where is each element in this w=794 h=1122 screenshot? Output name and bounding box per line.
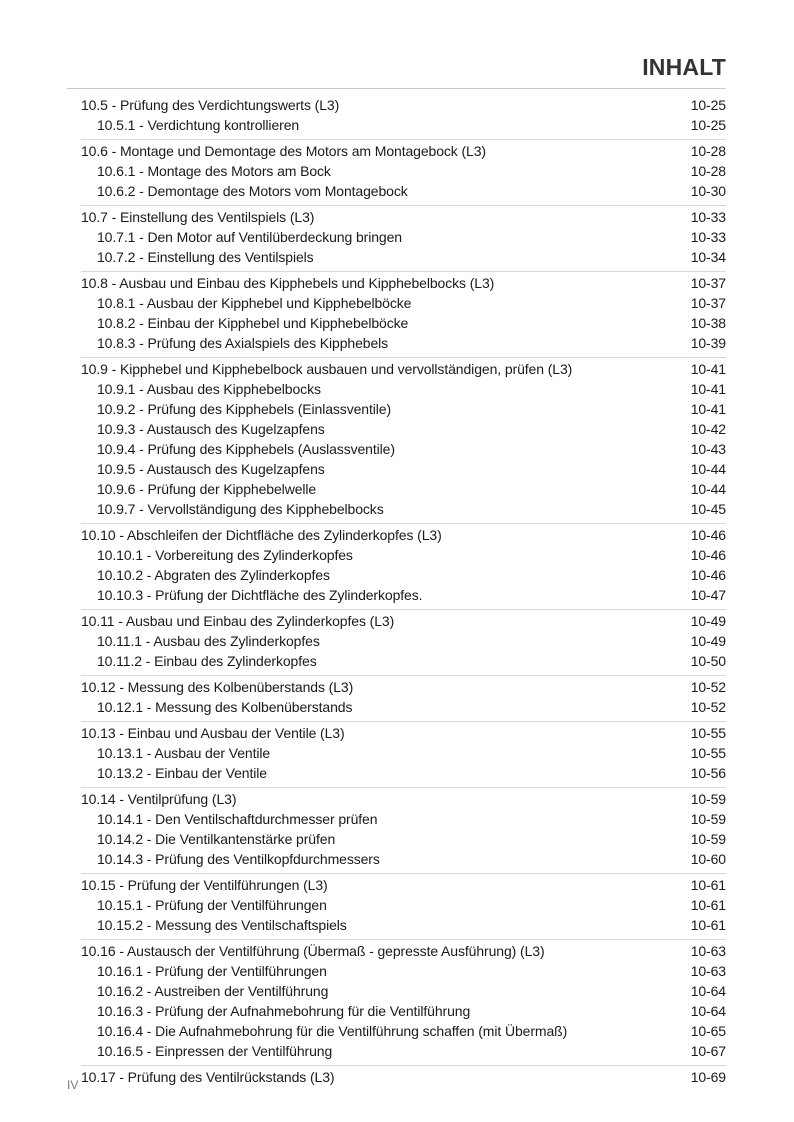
table-of-contents: [81, 94, 726, 1091]
toc-subsection-entry[interactable]: [81, 333, 726, 353]
toc-entry-title: 10.6.2 - Demontage des Motors vom Montagebock: [97, 183, 408, 199]
toc-subsection-entry[interactable]: [81, 227, 726, 247]
toc-entry-title: 10.9.6 - Prüfung der Kipphebelwelle: [97, 481, 317, 497]
toc-entry-title: 10.14 - Ventilprüfung (L3): [81, 791, 237, 807]
toc-entry-title: 10.13.2 - Einbau der Ventile: [97, 765, 267, 781]
toc-entry-page: 10-47: [690, 587, 726, 603]
toc-section-entry[interactable]: [81, 875, 726, 895]
toc-section: [81, 357, 726, 519]
toc-subsection-entry[interactable]: [81, 915, 726, 935]
toc-entry-page: 10-37: [690, 275, 726, 291]
toc-subsection-entry[interactable]: [81, 849, 726, 869]
toc-subsection-entry[interactable]: [81, 439, 726, 459]
page-title: INHALT: [642, 54, 726, 80]
toc-section: [81, 939, 726, 1061]
toc-section: [81, 205, 726, 267]
toc-section: [81, 675, 726, 717]
toc-entry-page: 10-37: [690, 295, 726, 311]
toc-subsection-entry[interactable]: [81, 585, 726, 605]
toc-entry-title: 10.16.3 - Prüfung der Aufnahmebohrung für die Ventilführung: [97, 1003, 471, 1019]
toc-entry-page: 10-28: [690, 163, 726, 179]
toc-entry-title: 10.11.1 - Ausbau des Zylinderkopfes: [97, 633, 320, 649]
toc-subsection-entry[interactable]: [81, 399, 726, 419]
toc-entry-title: 10.8.3 - Prüfung des Axialspiels des Kipphebels: [97, 335, 389, 351]
toc-entry-page: 10-34: [690, 249, 726, 265]
toc-entry-title: 10.12 - Messung des Kolbenüberstands (L3): [81, 679, 354, 695]
toc-section-entry[interactable]: [81, 1067, 726, 1087]
toc-entry-page: 10-44: [690, 481, 726, 497]
toc-entry-title: 10.9.3 - Austausch des Kugelzapfens: [97, 421, 325, 437]
toc-section-entry[interactable]: [81, 941, 726, 961]
toc-section-entry[interactable]: [81, 525, 726, 545]
toc-subsection-entry[interactable]: [81, 479, 726, 499]
toc-entry-title: 10.8.1 - Ausbau der Kipphebel und Kipphebelböcke: [97, 295, 412, 311]
toc-entry-page: 10-33: [690, 209, 726, 225]
toc-entry-page: 10-67: [690, 1043, 726, 1059]
toc-subsection-entry[interactable]: [81, 1041, 726, 1061]
toc-entry-title: 10.7.2 - Einstellung des Ventilspiels: [97, 249, 314, 265]
toc-entry-page: 10-41: [690, 401, 726, 417]
toc-entry-title: 10.9.4 - Prüfung des Kipphebels (Auslassventile): [97, 441, 395, 457]
toc-entry-page: 10-63: [690, 963, 726, 979]
toc-entry-title: 10.13 - Einbau und Ausbau der Ventile (L3): [81, 725, 345, 741]
toc-entry-page: 10-28: [690, 143, 726, 159]
toc-section-entry[interactable]: [81, 273, 726, 293]
toc-entry-title: 10.14.3 - Prüfung des Ventilkopfdurchmessers: [97, 851, 380, 867]
toc-entry-title: 10.9.7 - Vervollständigung des Kipphebelbocks: [97, 501, 384, 517]
toc-entry-title: 10.9.1 - Ausbau des Kipphebelbocks: [97, 381, 321, 397]
toc-subsection-entry[interactable]: [81, 631, 726, 651]
toc-entry-title: 10.10 - Abschleifen der Dichtfläche des Zylinderkopfes (L3): [81, 527, 442, 543]
toc-entry-page: 10-52: [690, 679, 726, 695]
toc-entry-page: 10-45: [690, 501, 726, 517]
toc-entry-title: 10.17 - Prüfung des Ventilrückstands (L3): [81, 1069, 335, 1085]
toc-entry-page: 10-59: [690, 791, 726, 807]
toc-section-entry[interactable]: [81, 677, 726, 697]
toc-section-entry[interactable]: [81, 789, 726, 809]
toc-section: [81, 609, 726, 671]
toc-entry-title: 10.11.2 - Einbau des Zylinderkopfes: [97, 653, 317, 669]
toc-subsection-entry[interactable]: [81, 961, 726, 981]
toc-section-entry[interactable]: [81, 95, 726, 115]
toc-entry-title: 10.6 - Montage und Demontage des Motors am Montagebock (L3): [81, 143, 486, 159]
toc-subsection-entry[interactable]: [81, 981, 726, 1001]
toc-entry-page: 10-60: [690, 851, 726, 867]
toc-entry-page: 10-63: [690, 943, 726, 959]
toc-entry-title: 10.7.1 - Den Motor auf Ventilüberdeckung bringen: [97, 229, 402, 245]
toc-entry-title: 10.10.2 - Abgraten des Zylinderkopfes: [97, 567, 330, 583]
toc-subsection-entry[interactable]: [81, 293, 726, 313]
toc-entry-page: 10-41: [690, 361, 726, 377]
toc-subsection-entry[interactable]: [81, 419, 726, 439]
toc-subsection-entry[interactable]: [81, 651, 726, 671]
toc-entry-page: 10-41: [690, 381, 726, 397]
toc-section-entry[interactable]: [81, 207, 726, 227]
toc-section: [81, 271, 726, 353]
toc-subsection-entry[interactable]: [81, 545, 726, 565]
toc-entry-page: 10-65: [690, 1023, 726, 1039]
toc-entry-page: 10-49: [690, 613, 726, 629]
toc-entry-title: 10.15.1 - Prüfung der Ventilführungen: [97, 897, 327, 913]
toc-entry-title: 10.10.3 - Prüfung der Dichtfläche des Zylinderkopfes.: [97, 587, 423, 603]
toc-subsection-entry[interactable]: [81, 809, 726, 829]
toc-entry-page: 10-46: [690, 567, 726, 583]
toc-entry-page: 10-25: [690, 97, 726, 113]
toc-entry-page: 10-33: [690, 229, 726, 245]
toc-entry-page: 10-30: [690, 183, 726, 199]
toc-subsection-entry[interactable]: [81, 115, 726, 135]
toc-entry-page: 10-44: [690, 461, 726, 477]
toc-subsection-entry[interactable]: [81, 1021, 726, 1041]
toc-subsection-entry[interactable]: [81, 499, 726, 519]
toc-entry-page: 10-46: [690, 547, 726, 563]
toc-entry-title: 10.14.1 - Den Ventilschaftdurchmesser prüfen: [97, 811, 378, 827]
toc-subsection-entry[interactable]: [81, 829, 726, 849]
toc-entry-page: 10-38: [690, 315, 726, 331]
toc-entry-page: 10-42: [690, 421, 726, 437]
toc-entry-page: 10-49: [690, 633, 726, 649]
toc-entry-title: 10.8 - Ausbau und Einbau des Kipphebels und Kipphebelbocks (L3): [81, 275, 495, 291]
toc-entry-page: 10-56: [690, 765, 726, 781]
toc-entry-page: 10-59: [690, 831, 726, 847]
toc-entry-title: 10.16.5 - Einpressen der Ventilführung: [97, 1043, 333, 1059]
toc-section: [81, 1065, 726, 1087]
toc-entry-title: 10.14.2 - Die Ventilkantenstärke prüfen: [97, 831, 336, 847]
toc-entry-title: 10.9 - Kipphebel und Kipphebelbock ausbauen und vervollständigen, prüfen (L3): [81, 361, 573, 377]
toc-entry-title: 10.16 - Austausch der Ventilführung (Übermaß - gepresste Ausführung) (L3): [81, 943, 545, 959]
toc-entry-page: 10-50: [690, 653, 726, 669]
toc-subsection-entry[interactable]: [81, 743, 726, 763]
toc-entry-page: 10-61: [690, 897, 726, 913]
toc-entry-title: 10.10.1 - Vorbereitung des Zylinderkopfes: [97, 547, 353, 563]
page-number: IV: [67, 1078, 79, 1092]
toc-section-entry[interactable]: [81, 723, 726, 743]
toc-subsection-entry[interactable]: [81, 763, 726, 783]
toc-entry-page: 10-59: [690, 811, 726, 827]
toc-entry-page: 10-39: [690, 335, 726, 351]
toc-entry-title: 10.5 - Prüfung des Verdichtungswerts (L3): [81, 97, 340, 113]
toc-entry-page: 10-55: [690, 725, 726, 741]
toc-section: [81, 873, 726, 935]
toc-entry-page: 10-61: [690, 877, 726, 893]
toc-entry-title: 10.16.2 - Austreiben der Ventilführung: [97, 983, 329, 999]
toc-entry-page: 10-52: [690, 699, 726, 715]
toc-entry-page: 10-64: [690, 1003, 726, 1019]
toc-entry-title: 10.7 - Einstellung des Ventilspiels (L3): [81, 209, 315, 225]
toc-subsection-entry[interactable]: [81, 895, 726, 915]
toc-section-entry[interactable]: [81, 141, 726, 161]
toc-subsection-entry[interactable]: [81, 565, 726, 585]
toc-entry-title: 10.16.4 - Die Aufnahmebohrung für die Ventilführung schaffen (mit Übermaß): [97, 1023, 568, 1039]
toc-entry-title: 10.6.1 - Montage des Motors am Bock: [97, 163, 331, 179]
toc-entry-page: 10-25: [690, 117, 726, 133]
toc-entry-page: 10-43: [690, 441, 726, 457]
toc-entry-title: 10.16.1 - Prüfung der Ventilführungen: [97, 963, 327, 979]
toc-section-entry[interactable]: [81, 611, 726, 631]
toc-subsection-entry[interactable]: [81, 1001, 726, 1021]
toc-entry-title: 10.15.2 - Messung des Ventilschaftspiels: [97, 917, 347, 933]
toc-entry-title: 10.9.5 - Austausch des Kugelzapfens: [97, 461, 325, 477]
toc-subsection-entry[interactable]: [81, 181, 726, 201]
toc-section: [81, 787, 726, 869]
toc-entry-page: 10-61: [690, 917, 726, 933]
toc-subsection-entry[interactable]: [81, 313, 726, 333]
toc-entry-page: 10-46: [690, 527, 726, 543]
heading-divider: [67, 88, 726, 89]
toc-subsection-entry[interactable]: [81, 161, 726, 181]
toc-entry-title: 10.13.1 - Ausbau der Ventile: [97, 745, 271, 761]
toc-entry-title: 10.5.1 - Verdichtung kontrollieren: [97, 117, 300, 133]
toc-subsection-entry[interactable]: [81, 459, 726, 479]
toc-entry-page: 10-69: [690, 1069, 726, 1085]
toc-entry-title: 10.11 - Ausbau und Einbau des Zylinderkopfes (L3): [81, 613, 395, 629]
toc-section: [81, 523, 726, 605]
toc-entry-title: 10.15 - Prüfung der Ventilführungen (L3): [81, 877, 328, 893]
toc-subsection-entry[interactable]: [81, 247, 726, 267]
toc-subsection-entry[interactable]: [81, 379, 726, 399]
toc-entry-title: 10.12.1 - Messung des Kolbenüberstands: [97, 699, 353, 715]
toc-section-entry[interactable]: [81, 359, 726, 379]
toc-subsection-entry[interactable]: [81, 697, 726, 717]
toc-entry-page: 10-55: [690, 745, 726, 761]
toc-section: [81, 721, 726, 783]
toc-section: [81, 94, 726, 135]
toc-section: [81, 139, 726, 201]
toc-entry-page: 10-64: [690, 983, 726, 999]
toc-entry-title: 10.9.2 - Prüfung des Kipphebels (Einlassventile): [97, 401, 392, 417]
toc-entry-title: 10.8.2 - Einbau der Kipphebel und Kipphebelböcke: [97, 315, 409, 331]
